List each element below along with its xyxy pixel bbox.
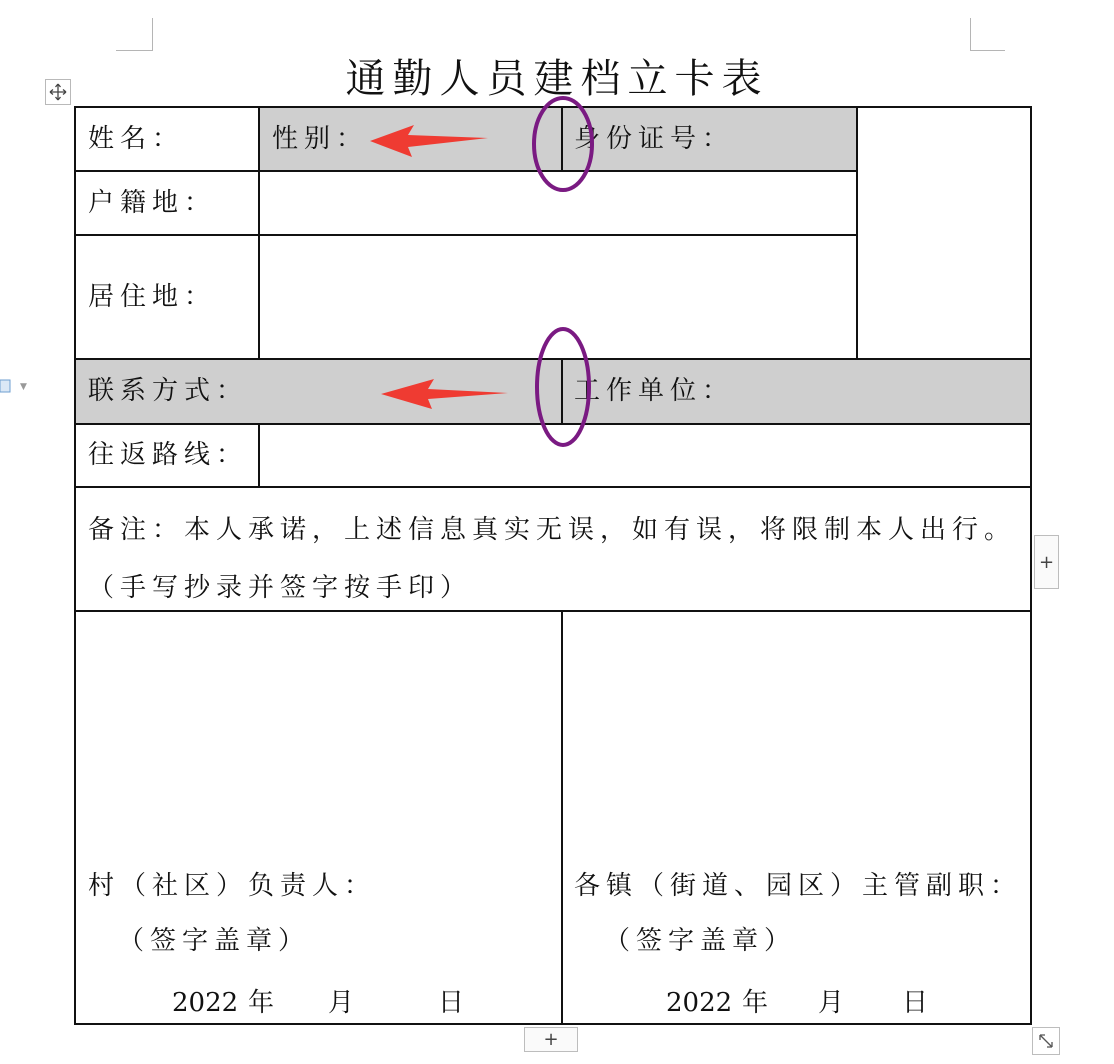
town-date-day: 日 <box>902 988 929 1018</box>
village-date-day: 日 <box>438 988 465 1018</box>
add-column-button[interactable]: + <box>1034 535 1059 589</box>
page-title: 通勤人员建档立卡表 <box>345 56 769 102</box>
village-date-year-unit: 年 <box>248 988 275 1018</box>
add-row-button[interactable]: + <box>524 1027 578 1052</box>
hukou-label[interactable]: 户籍地： <box>88 188 217 218</box>
table-resize-handle[interactable] <box>1032 1027 1060 1055</box>
village-leader-label[interactable]: 村（社区）负责人： <box>88 871 377 901</box>
row-divider <box>76 234 857 236</box>
contact-label[interactable]: 联系方式： <box>88 376 249 406</box>
column-divider <box>561 610 563 1023</box>
page-side-icon[interactable] <box>0 378 12 394</box>
registration-table <box>74 106 1032 1025</box>
chevron-down-icon[interactable]: ▼ <box>20 382 27 392</box>
row-divider <box>76 486 1030 488</box>
row-divider <box>76 358 1030 360</box>
resize-diagonal-icon <box>1037 1032 1055 1050</box>
town-deputy-label[interactable]: 各镇（街道、园区）主管副职： <box>574 871 1023 901</box>
id-number-label[interactable]: 身份证号： <box>574 124 735 154</box>
town-date-year-unit: 年 <box>742 988 769 1018</box>
crop-mark-top-right <box>970 18 1005 51</box>
village-date-year: 2022 <box>172 988 239 1018</box>
crop-mark-top-left <box>116 18 153 51</box>
column-divider <box>258 423 260 486</box>
row-divider <box>76 170 857 172</box>
column-divider <box>561 108 563 172</box>
gender-label[interactable]: 性别： <box>272 124 369 154</box>
route-label[interactable]: 往返路线： <box>88 440 249 470</box>
town-seal-label: （签字盖章） <box>604 926 797 956</box>
town-date-year: 2022 <box>666 988 733 1018</box>
column-divider <box>258 108 260 360</box>
town-date-month: 月 <box>818 988 845 1018</box>
village-seal-label: （签字盖章） <box>118 926 311 956</box>
column-divider <box>856 108 858 360</box>
village-date-month: 月 <box>328 988 355 1018</box>
column-divider <box>561 360 563 423</box>
workplace-label[interactable]: 工作单位： <box>574 376 735 406</box>
residence-label[interactable]: 居住地： <box>88 282 217 312</box>
remarks-note[interactable]: 备注：本人承诺，上述信息真实无误，如有误，将限制本人出行。（手写抄录并签字按手印） <box>88 515 1017 603</box>
name-label[interactable]: 姓名： <box>88 124 185 154</box>
row-divider <box>76 423 1030 425</box>
